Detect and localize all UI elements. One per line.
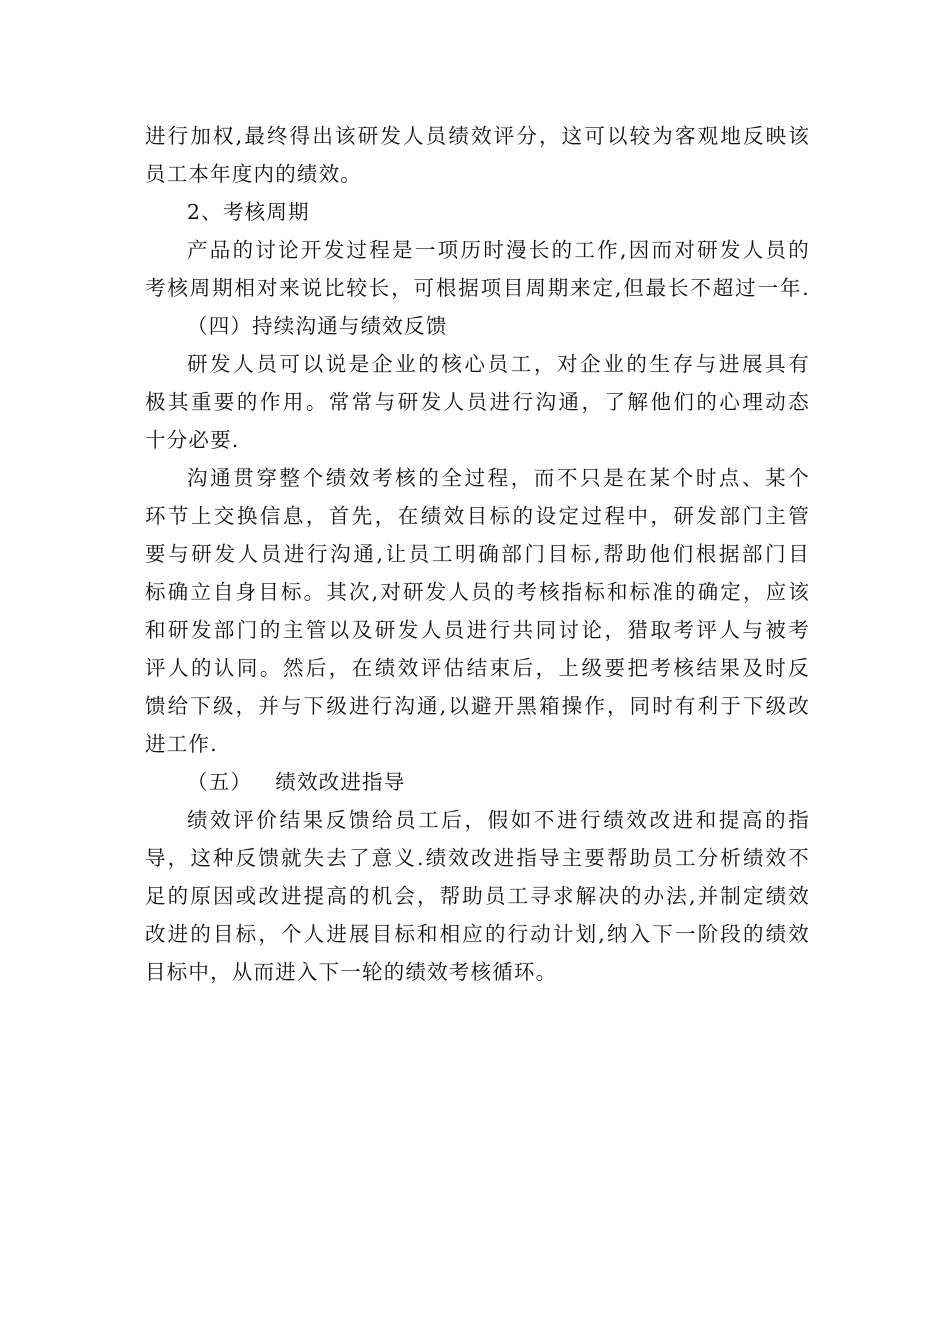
text-line: 标确立自身目标。其次,对研发人员的考核指标和标准的确定，应该 [145,580,810,604]
section-heading-communication: （四）持续沟通与绩效反馈 [187,314,448,338]
text-line: 评人的认同。然后，在绩效评估结束后，上级要把考核结果及时反 [145,656,810,680]
section-heading-improvement: （五） 绩效改进指导 [187,770,406,794]
text-line: 员工本年度内的绩效。 [145,162,362,186]
text-line: 沟通贯穿整个绩效考核的全过程，而不只是在某个时点、某个 [187,466,810,490]
text-line: 极其重要的作用。常常与研发人员进行沟通，了解他们的心理动态 [145,390,810,414]
text-line: 改进的目标，个人进展目标和相应的行动计划,纳入下一阶段的绩效 [145,922,810,946]
text-line: 足的原因或改进提高的机会，帮助员工寻求解决的办法,并制定绩效 [145,884,810,908]
text-line: 和研发部门的主管以及研发人员进行共同讨论，猎取考评人与被考 [145,618,810,642]
paragraph-weighting [145,117,810,193]
text-line: 进工作. [145,732,218,756]
document-body [145,117,810,991]
text-line: 目标中，从而进入下一轮的绩效考核循环。 [145,960,558,984]
paragraph-improvement [145,801,810,991]
section-heading-cycle: 2、考核周期 [187,200,310,224]
paragraph-communication-process [145,459,810,763]
text-line: 研发人员可以说是企业的核心员工，对企业的生存与进展具有 [187,352,810,376]
paragraph-cycle [145,231,810,307]
text-line: 考核周期相对来说比较长，可根据项目周期来定,但最长不超过一年. [145,276,810,300]
text-line: 产品的讨论开发过程是一项历时漫长的工作,因而对研发人员的 [187,238,810,262]
text-line: 进行加权,最终得出该研发人员绩效评分，这可以较为客观地反映该 [145,124,810,148]
text-line: 导，这种反馈就失去了意义.绩效改进指导主要帮助员工分析绩效不 [145,846,810,870]
text-line: 环节上交换信息，首先，在绩效目标的设定过程中，研发部门主管 [145,504,810,528]
text-line: 十分必要. [145,428,240,452]
paragraph-core-staff [145,345,810,459]
text-line: 绩效评价结果反馈给员工后，假如不进行绩效改进和提高的指 [187,808,810,832]
text-line: 要与研发人员进行沟通,让员工明确部门目标,帮助他们根据部门目 [145,542,810,566]
text-line: 馈给下级，并与下级进行沟通,以避开黑箱操作，同时有利于下级改 [145,694,810,718]
